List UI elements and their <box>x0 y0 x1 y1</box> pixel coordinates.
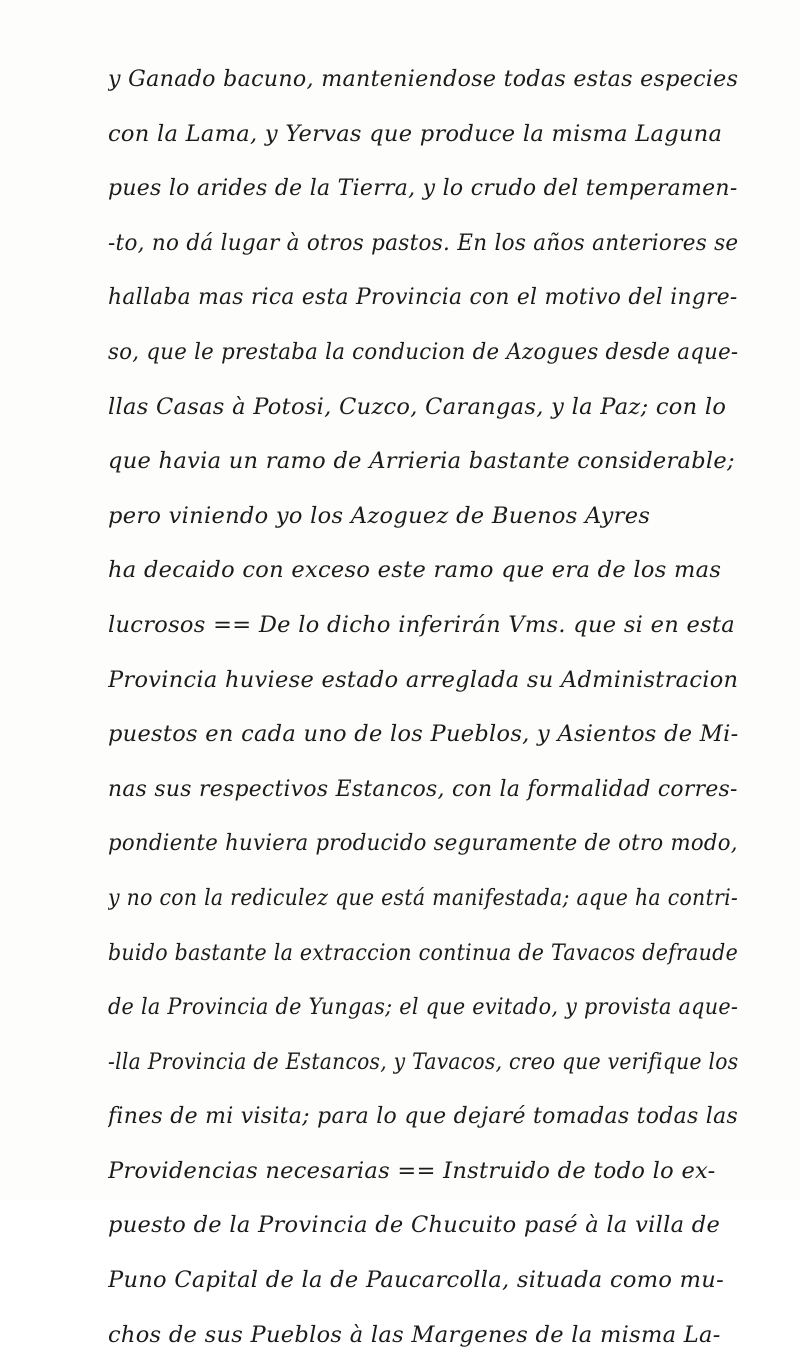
manuscript-line: lucrosos == De lo dicho inferirán Vms. que si en esta <box>108 611 735 638</box>
manuscript-line: pondiente huviera producido seguramente de otro modo, <box>108 830 738 857</box>
manuscript-line: Puno Capital de la de Paucarcolla, situada como mu- <box>108 1267 724 1294</box>
manuscript-line: Providencias necesarias == Instruido de todo lo ex- <box>108 1157 716 1184</box>
manuscript-line: de la Provincia de Yungas; el que evitado, y provista aque- <box>108 994 738 1021</box>
manuscript-line: ha decaido con exceso este ramo que era de los mas <box>108 557 722 584</box>
manuscript-line: chos de sus Pueblos à las Margenes de la misma La- <box>108 1321 721 1348</box>
manuscript-line: que havia un ramo de Arrieria bastante considerable; <box>108 448 735 475</box>
manuscript-line: y Ganado bacuno, manteniendose todas estas especies <box>108 66 739 92</box>
manuscript-line: puestos en cada uno de los Pueblos, y Asientos de Mi- <box>108 721 738 748</box>
manuscript-line: con la Lama, y Yervas que produce la misma Laguna <box>108 120 723 147</box>
manuscript-line: -to, no dá lugar à otros pastos. En los años anteriores se <box>108 229 738 256</box>
manuscript-line: fines de mi visita; para lo que dejaré tomadas todas las <box>108 1103 738 1130</box>
manuscript-line: nas sus respectivos Estancos, con la formalidad corres- <box>108 775 738 802</box>
manuscript-line: so, que le prestaba la conducion de Azogues desde aque- <box>108 338 738 365</box>
manuscript-line: llas Casas à Potosi, Cuzco, Carangas, y la Paz; con lo <box>108 393 727 420</box>
manuscript-text <box>108 52 738 1362</box>
manuscript-line: y no con la rediculez que está manifestada; aque ha contri- <box>108 884 738 911</box>
manuscript-line: hallaba mas rica esta Provincia con el motivo del ingre- <box>108 284 738 311</box>
manuscript-line: pues lo arides de la Tierra, y lo crudo del temperamen- <box>108 175 738 202</box>
manuscript-line: -lla Provincia de Estancos, y Tavacos, creo que verifique los <box>108 1048 739 1075</box>
manuscript-line: pero viniendo yo los Azoguez de Buenos Ayres <box>108 502 651 529</box>
manuscript-line: buido bastante la extraccion continua de Tavacos defraude <box>108 939 738 966</box>
manuscript-line: Provincia huviese estado arreglada su Administracion <box>108 666 738 693</box>
manuscript-line: puesto de la Provincia de Chucuito pasé à la villa de <box>108 1212 721 1239</box>
